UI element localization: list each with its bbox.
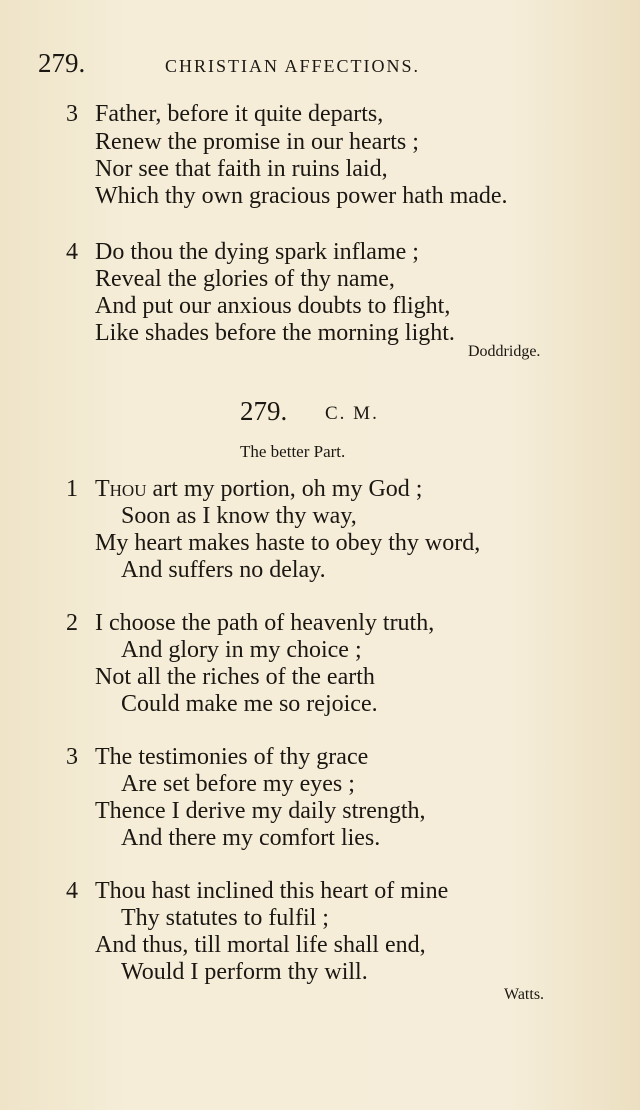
verse-line: And put our anxious doubts to flight,	[95, 293, 451, 319]
verse-line: Do thou the dying spark inflame ;	[95, 239, 419, 265]
verse-line: Are set before my eyes ;	[121, 771, 355, 797]
verse-line: Thence I derive my daily strength,	[95, 798, 426, 824]
verse-line: I choose the path of heavenly truth,	[95, 610, 435, 636]
verse-line: Thou hast inclined this heart of mine	[95, 878, 449, 904]
hymn-subtitle: The better Part.	[240, 442, 346, 461]
verse-line: Could make me so rejoice.	[121, 691, 378, 717]
verse-line: Renew the promise in our hearts ;	[95, 129, 419, 155]
page-number: 279.	[38, 48, 86, 78]
verse-line: And glory in my choice ;	[121, 637, 362, 663]
verse-number: 4	[66, 239, 78, 265]
verse-number: 2	[66, 610, 78, 636]
verse-line: Which thy own gracious power hath made.	[95, 183, 508, 209]
verse-number: 3	[66, 101, 78, 127]
verse-line: Thy statutes to fulfil ;	[121, 905, 329, 931]
verse-line: Would I perform thy will.	[121, 959, 368, 985]
verse-line: The testimonies of thy grace	[95, 744, 369, 770]
verse-line	[95, 476, 422, 503]
verse-line: And suffers no delay.	[121, 557, 326, 583]
running-title: CHRISTIAN AFFECTIONS.	[165, 56, 421, 76]
verse-line: Soon as I know thy way,	[121, 503, 357, 529]
verse-line: And there my comfort lies.	[121, 825, 381, 851]
verse-number: 3	[66, 744, 78, 770]
verse-line: My heart makes haste to obey thy word,	[95, 530, 481, 556]
hymn-number: 279.	[240, 396, 288, 426]
author-attribution: Doddridge.	[468, 343, 541, 360]
verse-line: Father, before it quite departs,	[95, 101, 384, 127]
verse-line: Like shades before the morning light.	[95, 320, 455, 346]
verse-line: Nor see that faith in ruins laid,	[95, 156, 388, 182]
author-attribution: Watts.	[504, 986, 545, 1003]
verse-number: 4	[66, 878, 78, 904]
verse-line: Not all the riches of the earth	[95, 664, 375, 690]
verse-line-rest: art my portion, oh my God ;	[146, 476, 423, 502]
verse-number: 1	[66, 476, 78, 502]
verse-line: Reveal the glories of thy name,	[95, 266, 395, 292]
first-word: Thou	[95, 476, 147, 502]
verse-line: And thus, till mortal life shall end,	[95, 932, 426, 958]
hymn-meter: C. M.	[325, 403, 379, 424]
